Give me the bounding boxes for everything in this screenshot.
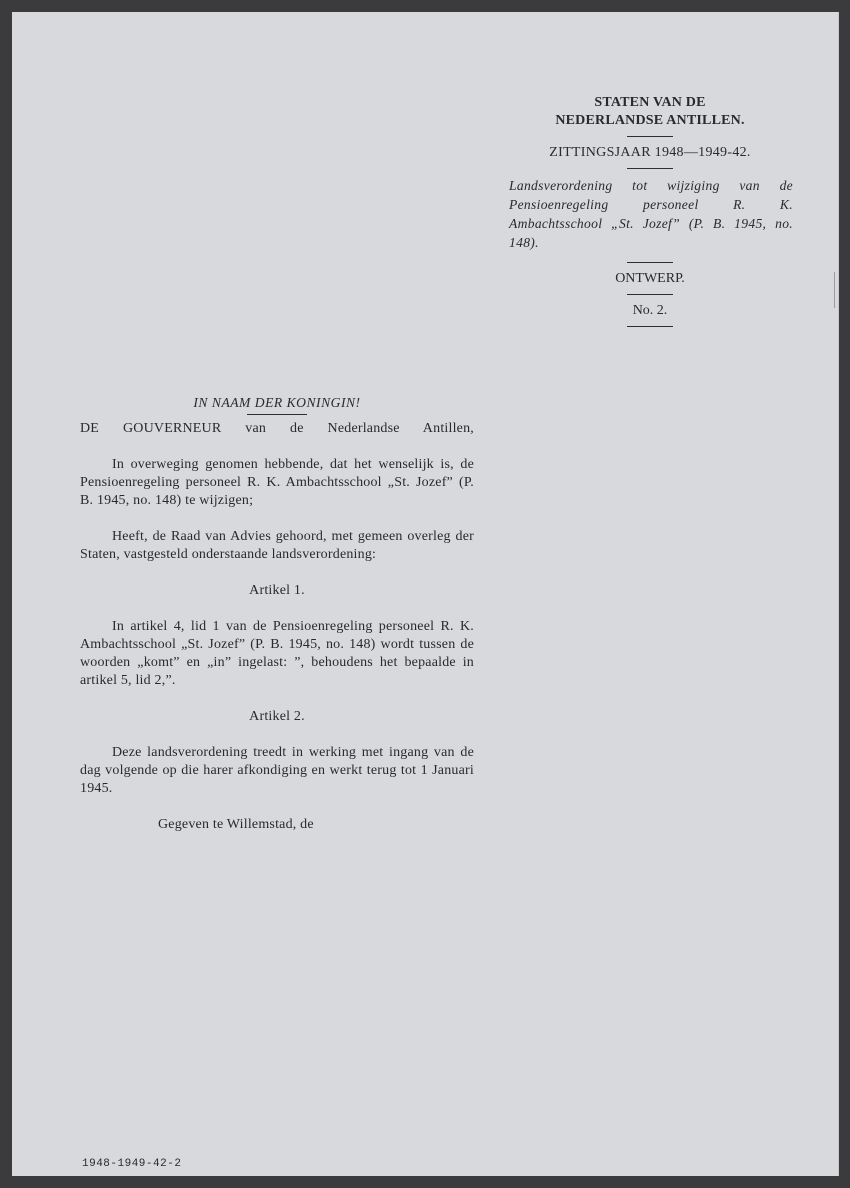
closing-line: Gegeven te Willemstad, de <box>158 817 314 832</box>
header-divider <box>627 262 673 263</box>
document-number: No. 2. <box>632 303 668 318</box>
document-header <box>505 94 795 334</box>
article-2-heading: Artikel 2. <box>249 709 305 724</box>
draft-label: ONTWERP. <box>615 271 685 286</box>
document-body <box>80 394 474 834</box>
article-1-text: In artikel 4, lid 1 van de Pensioenregeling personeel R. K. Ambachtsschool „St. Jozef” (P. B. 1945, no. 148) wordt tussen de woorden „komt” en „in” ingelast: ”, behoudens het bepaalde in artikel 5, lid 2,”. <box>80 619 474 688</box>
header-divider <box>627 326 673 327</box>
invocation: IN NAAM DER KONINGIN! <box>193 395 361 410</box>
article-2-text: Deze landsverordening treedt in werking met ingang van de dag volgende op die harer afkondiging en werkt terug tot 1 Januari 1945. <box>80 745 474 796</box>
header-divider <box>627 168 673 169</box>
header-divider <box>627 294 673 295</box>
document-page <box>12 12 839 1176</box>
invocation-underline <box>247 414 307 415</box>
session-year: ZITTINGSJAAR 1948—1949-42. <box>549 145 751 160</box>
enacting-paragraph: Heeft, de Raad van Advies gehoord, met gemeen overleg der Staten, vastgesteld onderstaande landsverordening: <box>80 529 474 562</box>
subject-title: Landsverordening tot wijziging van de Pensioenregeling personeel R. K. Ambachtsschool „St. Jozef” (P. B. 1945, no. 148). <box>509 178 793 250</box>
edge-mark <box>830 272 835 308</box>
article-1-heading: Artikel 1. <box>249 583 305 598</box>
footer-document-code: 1948-1949-42-2 <box>82 1158 182 1170</box>
header-divider <box>627 136 673 137</box>
parliament-title-line2: NEDERLANDSE ANTILLEN. <box>555 113 745 128</box>
addressee: DE GOUVERNEUR van de Nederlandse Antillen, <box>80 421 474 436</box>
parliament-title-line1: STATEN VAN DE <box>594 95 706 110</box>
considering-paragraph: In overweging genomen hebbende, dat het wenselijk is, de Pensioenregeling personeel R. K. Ambachtsschool „St. Jozef” (P. B. 1945, no. 148) te wijzigen; <box>80 457 474 508</box>
